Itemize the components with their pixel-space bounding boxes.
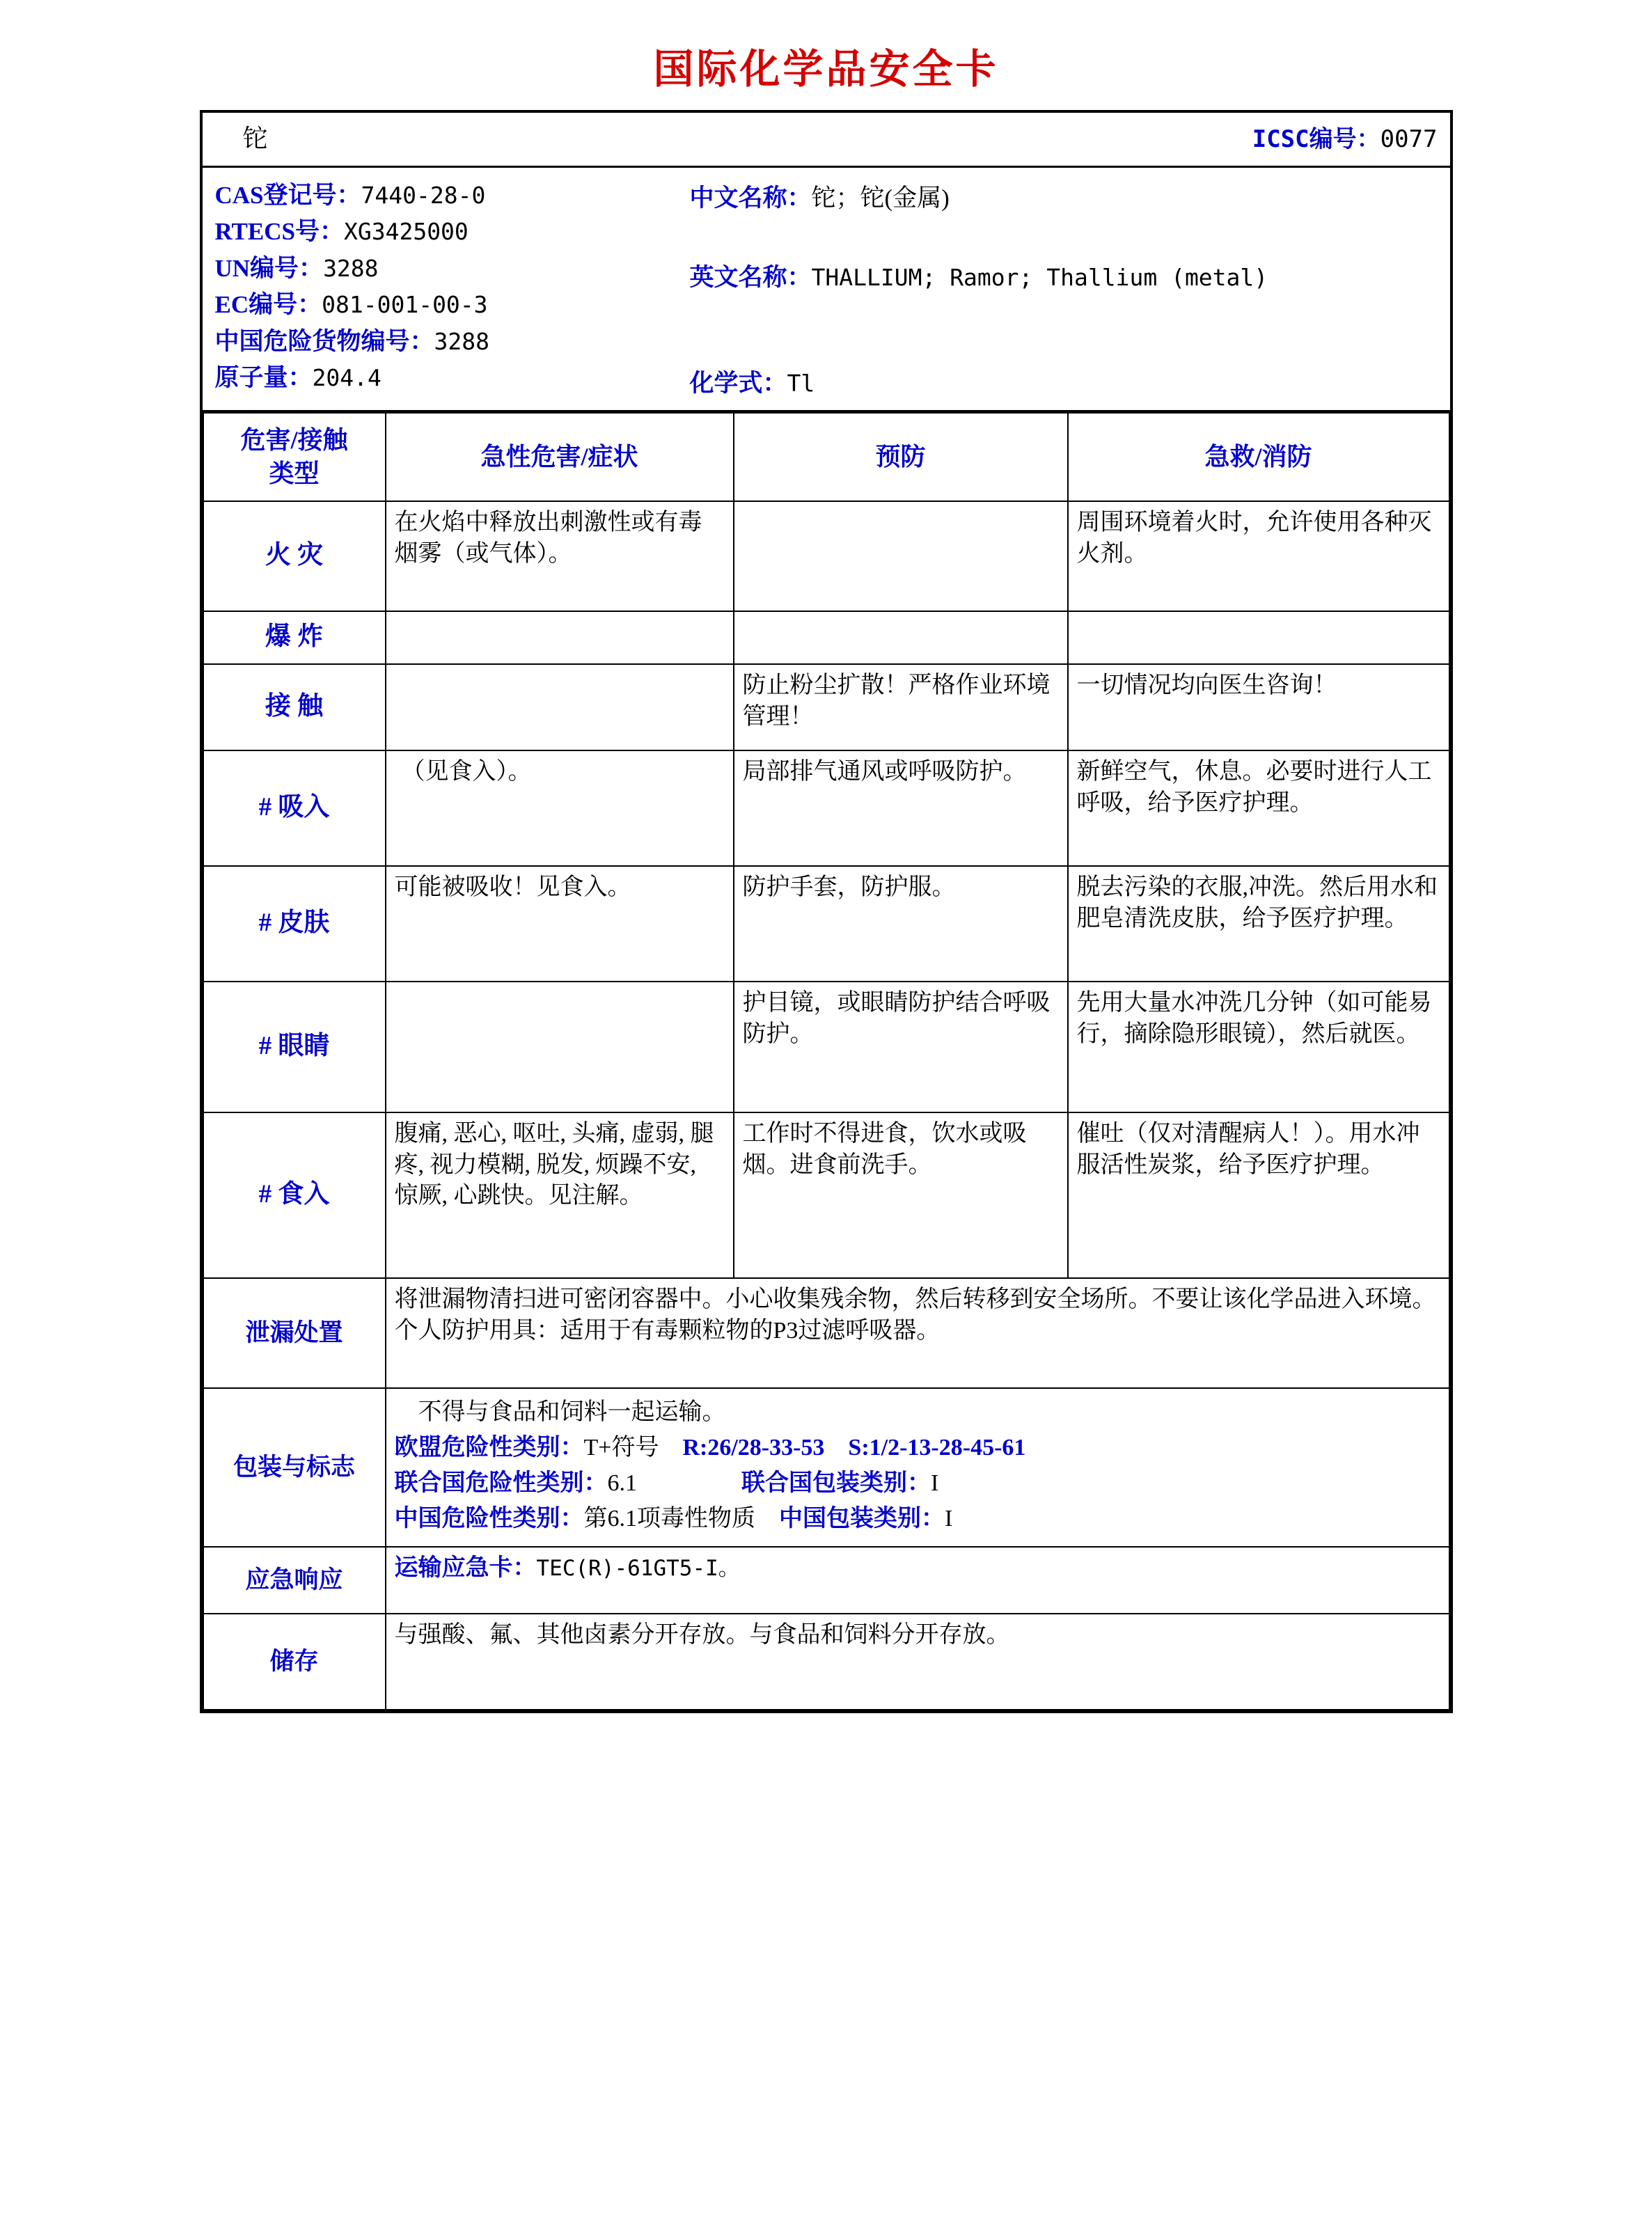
cas-line	[215, 178, 675, 214]
header-prevention: 预防	[734, 413, 1068, 501]
header-row	[203, 113, 1450, 166]
cn-dangerous-line	[215, 324, 675, 361]
spill-text: 将泄漏物清扫进可密闭容器中。小心收集残余物，然后转移到安全场所。不要让该化学品进入环境。个人防护用具：适用于有毒颗粒物的P3过滤呼吸器。	[386, 1278, 1449, 1388]
storage-text: 与强酸、氟、其他卤素分开存放。与食品和饲料分开存放。	[386, 1614, 1449, 1710]
rtecs-label: RTECS号：	[214, 218, 344, 246]
ingestion-prevention: 工作时不得进食，饮水或吸烟。进食前洗手。	[734, 1112, 1068, 1278]
ec-value: 081-001-00-3	[322, 291, 488, 319]
table-row-ingestion	[203, 1112, 1449, 1278]
ec-line	[215, 287, 675, 324]
exposure-prevention: 防止粉尘扩散！严格作业环境管理！	[734, 664, 1068, 750]
un-class-label: 联合国危险性类别：	[394, 1470, 608, 1496]
page-title: 国际化学品安全卡	[653, 47, 999, 92]
packaging-cn-line	[395, 1501, 1440, 1536]
tec-label: 运输应急卡：	[394, 1554, 537, 1581]
cn-name-label: 中文名称：	[689, 184, 812, 212]
table-row-spill	[203, 1278, 1449, 1388]
table-row-eyes	[203, 982, 1449, 1112]
eu-r-phrases: R:26/28-33-53	[682, 1434, 825, 1461]
rtecs-line	[215, 214, 675, 251]
icsc-card	[200, 110, 1453, 1713]
un-line	[215, 251, 675, 288]
un-pack-label: 联合国包装类别：	[741, 1470, 931, 1496]
row-label-packaging: 包装与标志	[203, 1388, 386, 1547]
cn-dangerous-value: 3288	[434, 327, 489, 355]
cn-dangerous-label: 中国危险货物编号：	[214, 327, 434, 355]
eyes-prevention: 护目镜，或眼睛防护结合呼吸防护。	[734, 982, 1068, 1112]
cn-pack-label: 中国包装类别：	[779, 1505, 945, 1532]
cn-name-line	[690, 180, 1443, 217]
fire-acute: 在火焰中释放出刺激性或有毒烟雾（或气体）。	[386, 501, 734, 611]
row-label-storage: 储存	[203, 1614, 386, 1710]
row-label-skin: # 皮肤	[203, 866, 386, 982]
table-row-fire	[203, 501, 1449, 611]
inhalation-prevention: 局部排气通风或呼吸防护。	[734, 750, 1068, 866]
formula-line	[690, 364, 815, 399]
explosion-first-aid	[1068, 611, 1449, 664]
header-acute-hazards: 急性危害/症状	[386, 413, 734, 501]
un-class-value: 6.1	[607, 1470, 637, 1496]
en-name-line	[690, 260, 1443, 297]
ingestion-first-aid: 催吐（仅对清醒病人！）。用水冲服活性炭浆，给予医疗护理。	[1068, 1112, 1449, 1278]
emergency-cell	[386, 1547, 1449, 1614]
substance-name-cell	[203, 113, 886, 166]
un-value: 3288	[323, 254, 379, 282]
header-hazard-type-line1: 危害/接触	[240, 425, 348, 454]
skin-first-aid: 脱去污染的衣服,冲洗。然后用水和肥皂清洗皮肤，给予医疗护理。	[1068, 866, 1449, 982]
table-header-row	[203, 413, 1449, 501]
row-label-exposure: 接 触	[203, 664, 386, 750]
table-row-emergency	[203, 1547, 1449, 1614]
table-row-skin	[203, 866, 1449, 982]
fire-first-aid: 周围环境着火时，允许使用各种灭火剂。	[1068, 501, 1449, 611]
row-label-emergency: 应急响应	[203, 1547, 386, 1614]
exposure-acute	[386, 664, 734, 750]
row-label-fire: 火 灾	[203, 501, 386, 611]
cn-class-value: 第6.1项毒性物质	[583, 1505, 755, 1532]
table-row-explosion	[203, 611, 1449, 664]
ec-label: EC编号：	[214, 291, 322, 319]
table-row-exposure	[203, 664, 1449, 750]
tec-value: TEC(R)-61GT5-I。	[536, 1555, 740, 1581]
explosion-acute	[386, 611, 734, 664]
eyes-first-aid: 先用大量水冲洗几分钟（如可能易行，摘除隐形眼镜），然后就医。	[1068, 982, 1449, 1112]
formula-value: Tl	[787, 369, 815, 397]
row-label-explosion: 爆 炸	[203, 611, 386, 664]
header-table	[203, 113, 1450, 168]
skin-acute: 可能被吸收！见食入。	[386, 866, 734, 982]
un-label: UN编号：	[214, 254, 324, 282]
en-name-label: 英文名称：	[689, 264, 812, 292]
table-row-storage	[203, 1614, 1449, 1710]
identity-block	[203, 168, 1450, 412]
packaging-cell	[386, 1388, 1449, 1547]
atomic-weight-value: 204.4	[312, 364, 381, 392]
rtecs-value: XG3425000	[343, 218, 469, 246]
cn-pack-value: I	[945, 1505, 953, 1532]
header-hazard-type-line2: 类型	[269, 459, 320, 488]
substance-name: 铊	[242, 125, 268, 152]
cn-class-label: 中国危险性类别：	[394, 1505, 584, 1532]
eu-s-phrases: S:1/2-13-28-45-61	[848, 1434, 1026, 1461]
en-name-value: THALLIUM; Ramor; Thallium (metal)	[811, 264, 1268, 292]
eu-class-label: 欧盟危险性类别：	[394, 1434, 584, 1461]
packaging-transport-note: 不得与食品和饲料一起运输。	[418, 1399, 726, 1425]
identity-left-column	[215, 178, 675, 397]
row-label-inhalation: # 吸入	[203, 750, 386, 866]
packaging-eu-line	[395, 1430, 1440, 1465]
inhalation-acute: （见食入）。	[386, 750, 734, 866]
eyes-acute	[386, 982, 734, 1112]
cn-name-value: 铊；铊(金属)	[811, 184, 950, 212]
identity-right-column	[690, 178, 1443, 297]
packaging-un-line	[395, 1465, 1440, 1501]
table-row-packaging	[203, 1388, 1449, 1547]
atomic-weight-label: 原子量：	[214, 364, 313, 392]
eu-class-value: T+符号	[583, 1434, 659, 1461]
icsc-number: 0077	[1380, 125, 1438, 153]
icsc-label: ICSC编号：	[1252, 125, 1380, 153]
header-hazard-type	[203, 413, 386, 501]
header-first-aid: 急救/消防	[1068, 413, 1449, 501]
explosion-prevention	[734, 611, 1068, 664]
formula-label: 化学式：	[689, 369, 787, 397]
fire-prevention	[734, 501, 1068, 611]
row-label-ingestion: # 食入	[203, 1112, 386, 1278]
inhalation-first-aid: 新鲜空气，休息。必要时进行人工呼吸，给予医疗护理。	[1068, 750, 1449, 866]
row-label-eyes: # 眼睛	[203, 982, 386, 1112]
hazard-table	[203, 412, 1450, 1710]
ingestion-acute: 腹痛, 恶心, 呕吐, 头痛, 虚弱, 腿疼, 视力模糊, 脱发, 烦躁不安, 惊厥, 心跳快。见注解。	[386, 1112, 734, 1278]
table-row-inhalation	[203, 750, 1449, 866]
cas-value: 7440-28-0	[361, 181, 486, 209]
un-pack-value: I	[931, 1470, 939, 1496]
icsc-number-cell	[886, 113, 1450, 166]
row-label-spill: 泄漏处置	[203, 1278, 386, 1388]
skin-prevention: 防护手套，防护服。	[734, 866, 1068, 982]
cas-label: CAS登记号：	[214, 181, 361, 209]
atomic-weight-line	[215, 360, 675, 397]
exposure-first-aid: 一切情况均向医生咨询！	[1068, 664, 1449, 750]
